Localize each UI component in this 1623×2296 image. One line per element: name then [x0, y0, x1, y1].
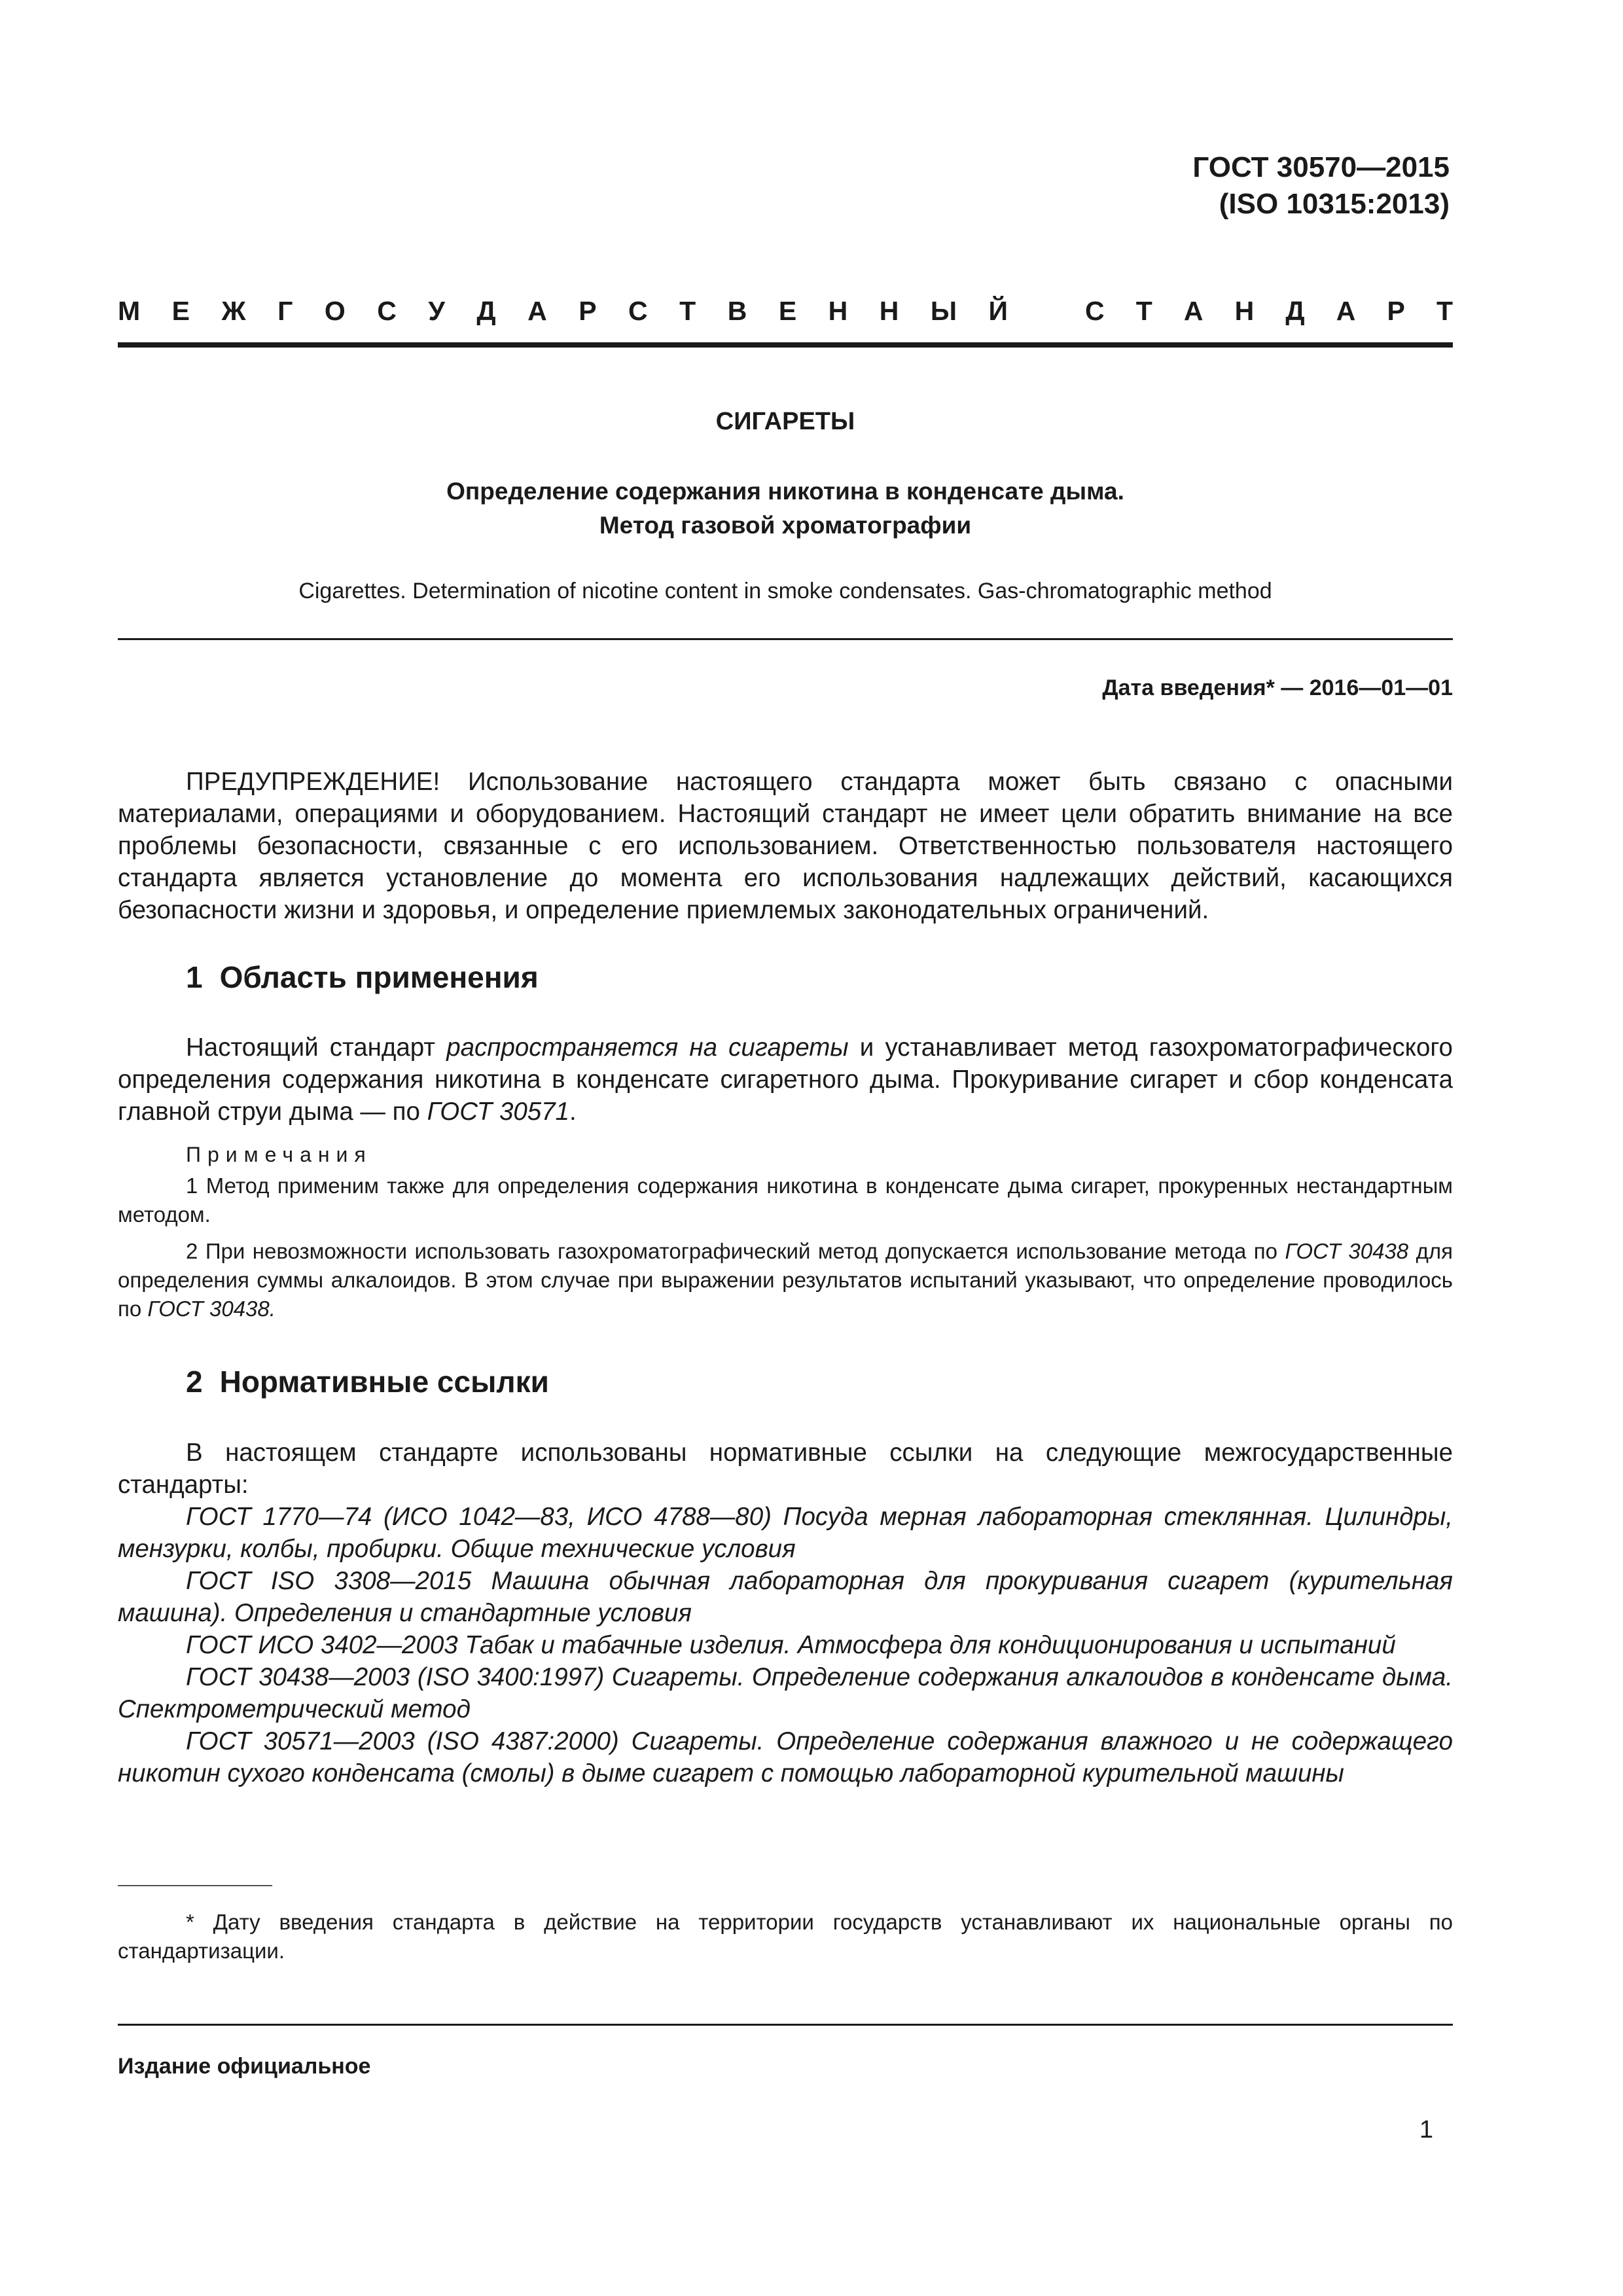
reference-item: ГОСТ 30571—2003 (ISO 4387:2000) Сигареты. Определение содержания влажного и не содержащего никотин сухого конденсата (смолы) в дыме сигарет с помощью лабораторной курительной машины: [118, 1727, 1453, 1787]
scope-paragraph: [118, 1031, 1453, 1128]
scope-ref-gost-30571: ГОСТ 30571: [427, 1098, 570, 1126]
banner-letter: Т: [679, 296, 696, 326]
section-2-title: Нормативные ссылки: [219, 1365, 549, 1399]
document-subtitle: [118, 475, 1453, 543]
banner-letter: А: [1183, 296, 1204, 326]
banner-word-standard: [1085, 295, 1453, 327]
section-2-heading: [186, 1363, 549, 1400]
standard-code-iso: (ISO 10315:2013): [1219, 188, 1450, 220]
footnote-text: * Дату введения стандарта в действие на территории государств устанавливают их национальные органы по стандартизации.: [118, 1910, 1453, 1963]
banner-rule: [118, 342, 1453, 348]
banner-letter: Д: [1285, 296, 1305, 326]
reference-item: ГОСТ ISO 3308—2015 Машина обычная лабораторная для прокуривания сигарет (курительная машина). Определения и стандартные условия: [118, 1567, 1453, 1627]
standard-code-gost: ГОСТ 30570—2015: [1192, 151, 1450, 183]
banner-letter: С: [628, 296, 648, 326]
section-2-number: 2: [186, 1365, 203, 1399]
banner-letter: Ж: [221, 296, 246, 326]
document-title: СИГАРЕТЫ: [715, 408, 855, 435]
banner-letter: Н: [879, 296, 899, 326]
reference-item: ГОСТ ИСО 3402—2003 Табак и табачные изделия. Атмосфера для кондиционирования и испытаний: [186, 1631, 1396, 1659]
banner-letter: М: [118, 296, 141, 326]
note-1: [118, 1172, 1453, 1229]
notes-title: Примечания: [186, 1143, 372, 1166]
section-2-body: [118, 1437, 1453, 1789]
banner-letter: С: [1085, 296, 1105, 326]
footer-rule: [118, 2024, 1453, 2026]
banner-word-interstate: [118, 295, 1008, 327]
scope-text-c: и устанавливает метод газохроматографического определения содержания никотина в конденсате сигаретного дыма. Прокуривание сигарет и сбор конденсата главной струи дыма — по: [118, 1033, 1453, 1126]
reference-item: ГОСТ 1770—74 (ИСО 1042—83, ИСО 4788—80) Посуда мерная лабораторная стеклянная. Цилиндры, мензурки, колбы, пробирки. Общие технические условия: [118, 1503, 1453, 1563]
note-1-text: 1 Метод применим также для определения содержания никотина в конденсате дыма сигарет, прокуренных нестандартным методом.: [118, 1174, 1453, 1227]
standard-code: [1192, 149, 1450, 223]
refs-intro: В настоящем стандарте использованы нормативные ссылки на следующие межгосударственные стандарты:: [118, 1439, 1453, 1499]
banner-letter: Н: [1234, 296, 1255, 326]
note-2-ref-a: ГОСТ 30438: [1285, 1239, 1409, 1263]
section-1-title: Область применения: [219, 960, 539, 994]
subtitle-line-2: Метод газовой хроматографии: [599, 512, 972, 539]
subtitle-line-1: Определение содержания никотина в конденсате дыма.: [446, 478, 1124, 505]
banner-letter: С: [377, 296, 397, 326]
note-2-text-c: для определения суммы алкалоидов. В этом случае при выражении результатов испытаний указывают, что определение проводилось по: [118, 1239, 1453, 1321]
banner-letter: Г: [277, 296, 293, 326]
reference-item: ГОСТ 30438—2003 (ISO 3400:1997) Сигареты. Определение содержания алкалоидов в конденсате дыма. Спектрометрический метод: [118, 1663, 1453, 1723]
footnote-separator: [118, 1885, 272, 1886]
banner-letter: Т: [1135, 296, 1152, 326]
banner-letter: Й: [988, 296, 1008, 326]
title-rule: [118, 638, 1453, 640]
section-1-heading: [186, 959, 539, 996]
note-2: [118, 1237, 1453, 1323]
banner-letter: У: [428, 296, 445, 326]
scope-text-e: .: [569, 1098, 577, 1126]
english-title: Cigarettes. Determination of nicotine content in smoke condensates. Gas-chromatographic method: [298, 579, 1272, 603]
banner-letter: В: [727, 296, 747, 326]
section-1-number: 1: [186, 960, 203, 994]
banner-letter: О: [324, 296, 346, 326]
scope-text-a: Настоящий стандарт: [186, 1033, 447, 1062]
note-2-text: [118, 1237, 1453, 1323]
banner-letter: Т: [1436, 296, 1453, 326]
section-1-body: [118, 1031, 1453, 1128]
banner-letter: Н: [828, 296, 848, 326]
footnote: [118, 1908, 1453, 1965]
note-2-ref-b: ГОСТ 30438.: [147, 1297, 276, 1321]
banner-letter: Ы: [930, 296, 957, 326]
banner-letter: Р: [579, 296, 597, 326]
official-edition-label: Издание официальное: [118, 2054, 371, 2079]
banner-letter: Е: [778, 296, 797, 326]
interstate-standard-banner: [118, 295, 1453, 327]
page-number: 1: [1419, 2116, 1433, 2144]
note-2-text-a: 2 При невозможности использовать газохроматографический метод допускается использование метода по: [186, 1239, 1285, 1263]
banner-letter: Е: [171, 296, 190, 326]
scope-text-b: распространяется на сигареты: [446, 1033, 849, 1062]
banner-letter: А: [1336, 296, 1356, 326]
introduction-date: Дата введения* — 2016—01—01: [1102, 675, 1453, 700]
warning-paragraph: [118, 766, 1453, 926]
banner-letter: А: [527, 296, 547, 326]
banner-letter: Р: [1387, 296, 1405, 326]
warning-text: ПРЕДУПРЕЖДЕНИЕ! Использование настоящего стандарта может быть связано с опасными материалами, операциями и оборудованием. Настоящий стандарт не имеет цели обратить внимание на все проблемы безопасности, связанные с его использованием. Ответственностью пользователя настоящего стандарта является установление до момента его использования надлежащих действий, касающихся безопасности жизни и здоровья, и определение приемлемых законодательных ограничений.: [118, 768, 1453, 924]
banner-letter: Д: [476, 296, 496, 326]
